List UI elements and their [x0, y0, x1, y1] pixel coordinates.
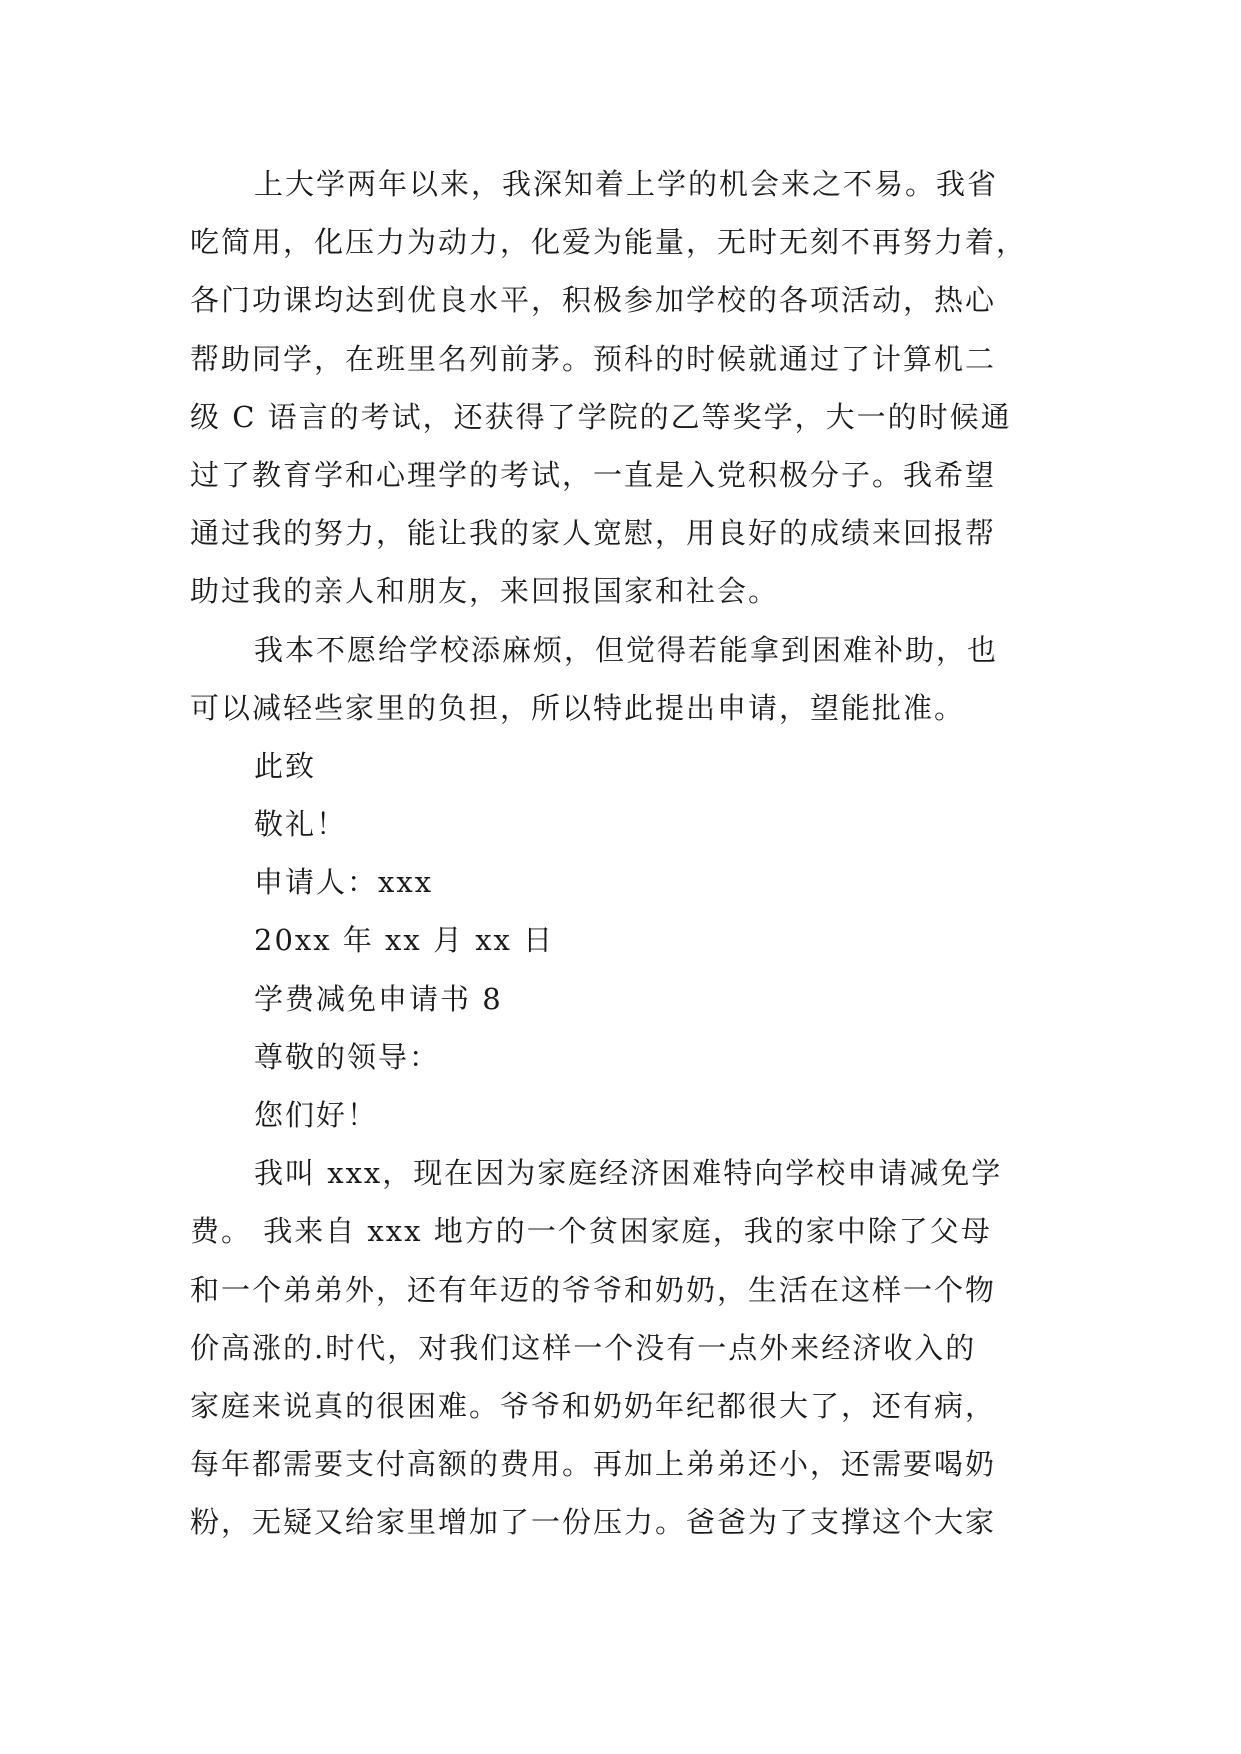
closing-salutation: 此致 — [254, 748, 317, 783]
text-line: 家庭来说真的很困难。爷爷和奶奶年纪都很大了，还有病， — [190, 1388, 997, 1423]
text-line: 级 C 语言的考试，还获得了学院的乙等奖学，大一的时候通 — [190, 399, 1012, 434]
text-line: 吃简用，化压力为动力，化爱为能量，无时无刻不再努力着， — [190, 225, 1028, 260]
text-line: 各门功课均达到优良水平，积极参加学校的各项活动，热心 — [190, 283, 997, 318]
text-line: 助过我的亲人和朋友，来回报国家和社会。 — [190, 574, 780, 609]
text-line: 帮助同学，在班里名列前茅。预科的时候就通过了计算机二 — [190, 341, 997, 376]
text-line: 我叫 xxx，现在因为家庭经济困难特向学校申请减免学 — [254, 1156, 1003, 1191]
section-title: 学费减免申请书 8 — [254, 981, 503, 1016]
date-line: 20xx 年 xx 月 xx 日 — [254, 923, 555, 958]
salutation: 尊敬的领导： — [254, 1039, 441, 1074]
closing-regards: 敬礼！ — [254, 807, 348, 842]
text-line: 我本不愿给学校添麻烦，但觉得若能拿到困难补助，也 — [254, 632, 999, 667]
text-line: 费。 我来自 xxx 地方的一个贫困家庭，我的家中除了父母 — [190, 1214, 992, 1249]
document-body — [190, 155, 1050, 1552]
applicant-signature: 申请人：xxx — [254, 865, 434, 900]
text-line: 可以减轻些家里的负担，所以特此提出申请，望能批准。 — [190, 690, 966, 725]
text-line: 粉，无疑又给家里增加了一份压力。爸爸为了支撑这个大家 — [190, 1505, 997, 1540]
text-line: 通过我的努力，能让我的家人宽慰，用良好的成绩来回报帮 — [190, 516, 997, 551]
text-line: 价高涨的.时代，对我们这样一个没有一点外来经济收入的 — [190, 1330, 977, 1365]
greeting: 您们好！ — [254, 1098, 379, 1132]
text-line: 每年都需要支付高额的费用。再加上弟弟还小，还需要喝奶 — [190, 1447, 997, 1482]
text-line: 和一个弟弟外，还有年迈的爷爷和奶奶，生活在这样一个物 — [190, 1272, 997, 1307]
text-line: 上大学两年以来，我深知着上学的机会来之不易。我省 — [254, 167, 999, 201]
text-line: 过了教育学和心理学的考试，一直是入党积极分子。我希望 — [190, 457, 997, 492]
